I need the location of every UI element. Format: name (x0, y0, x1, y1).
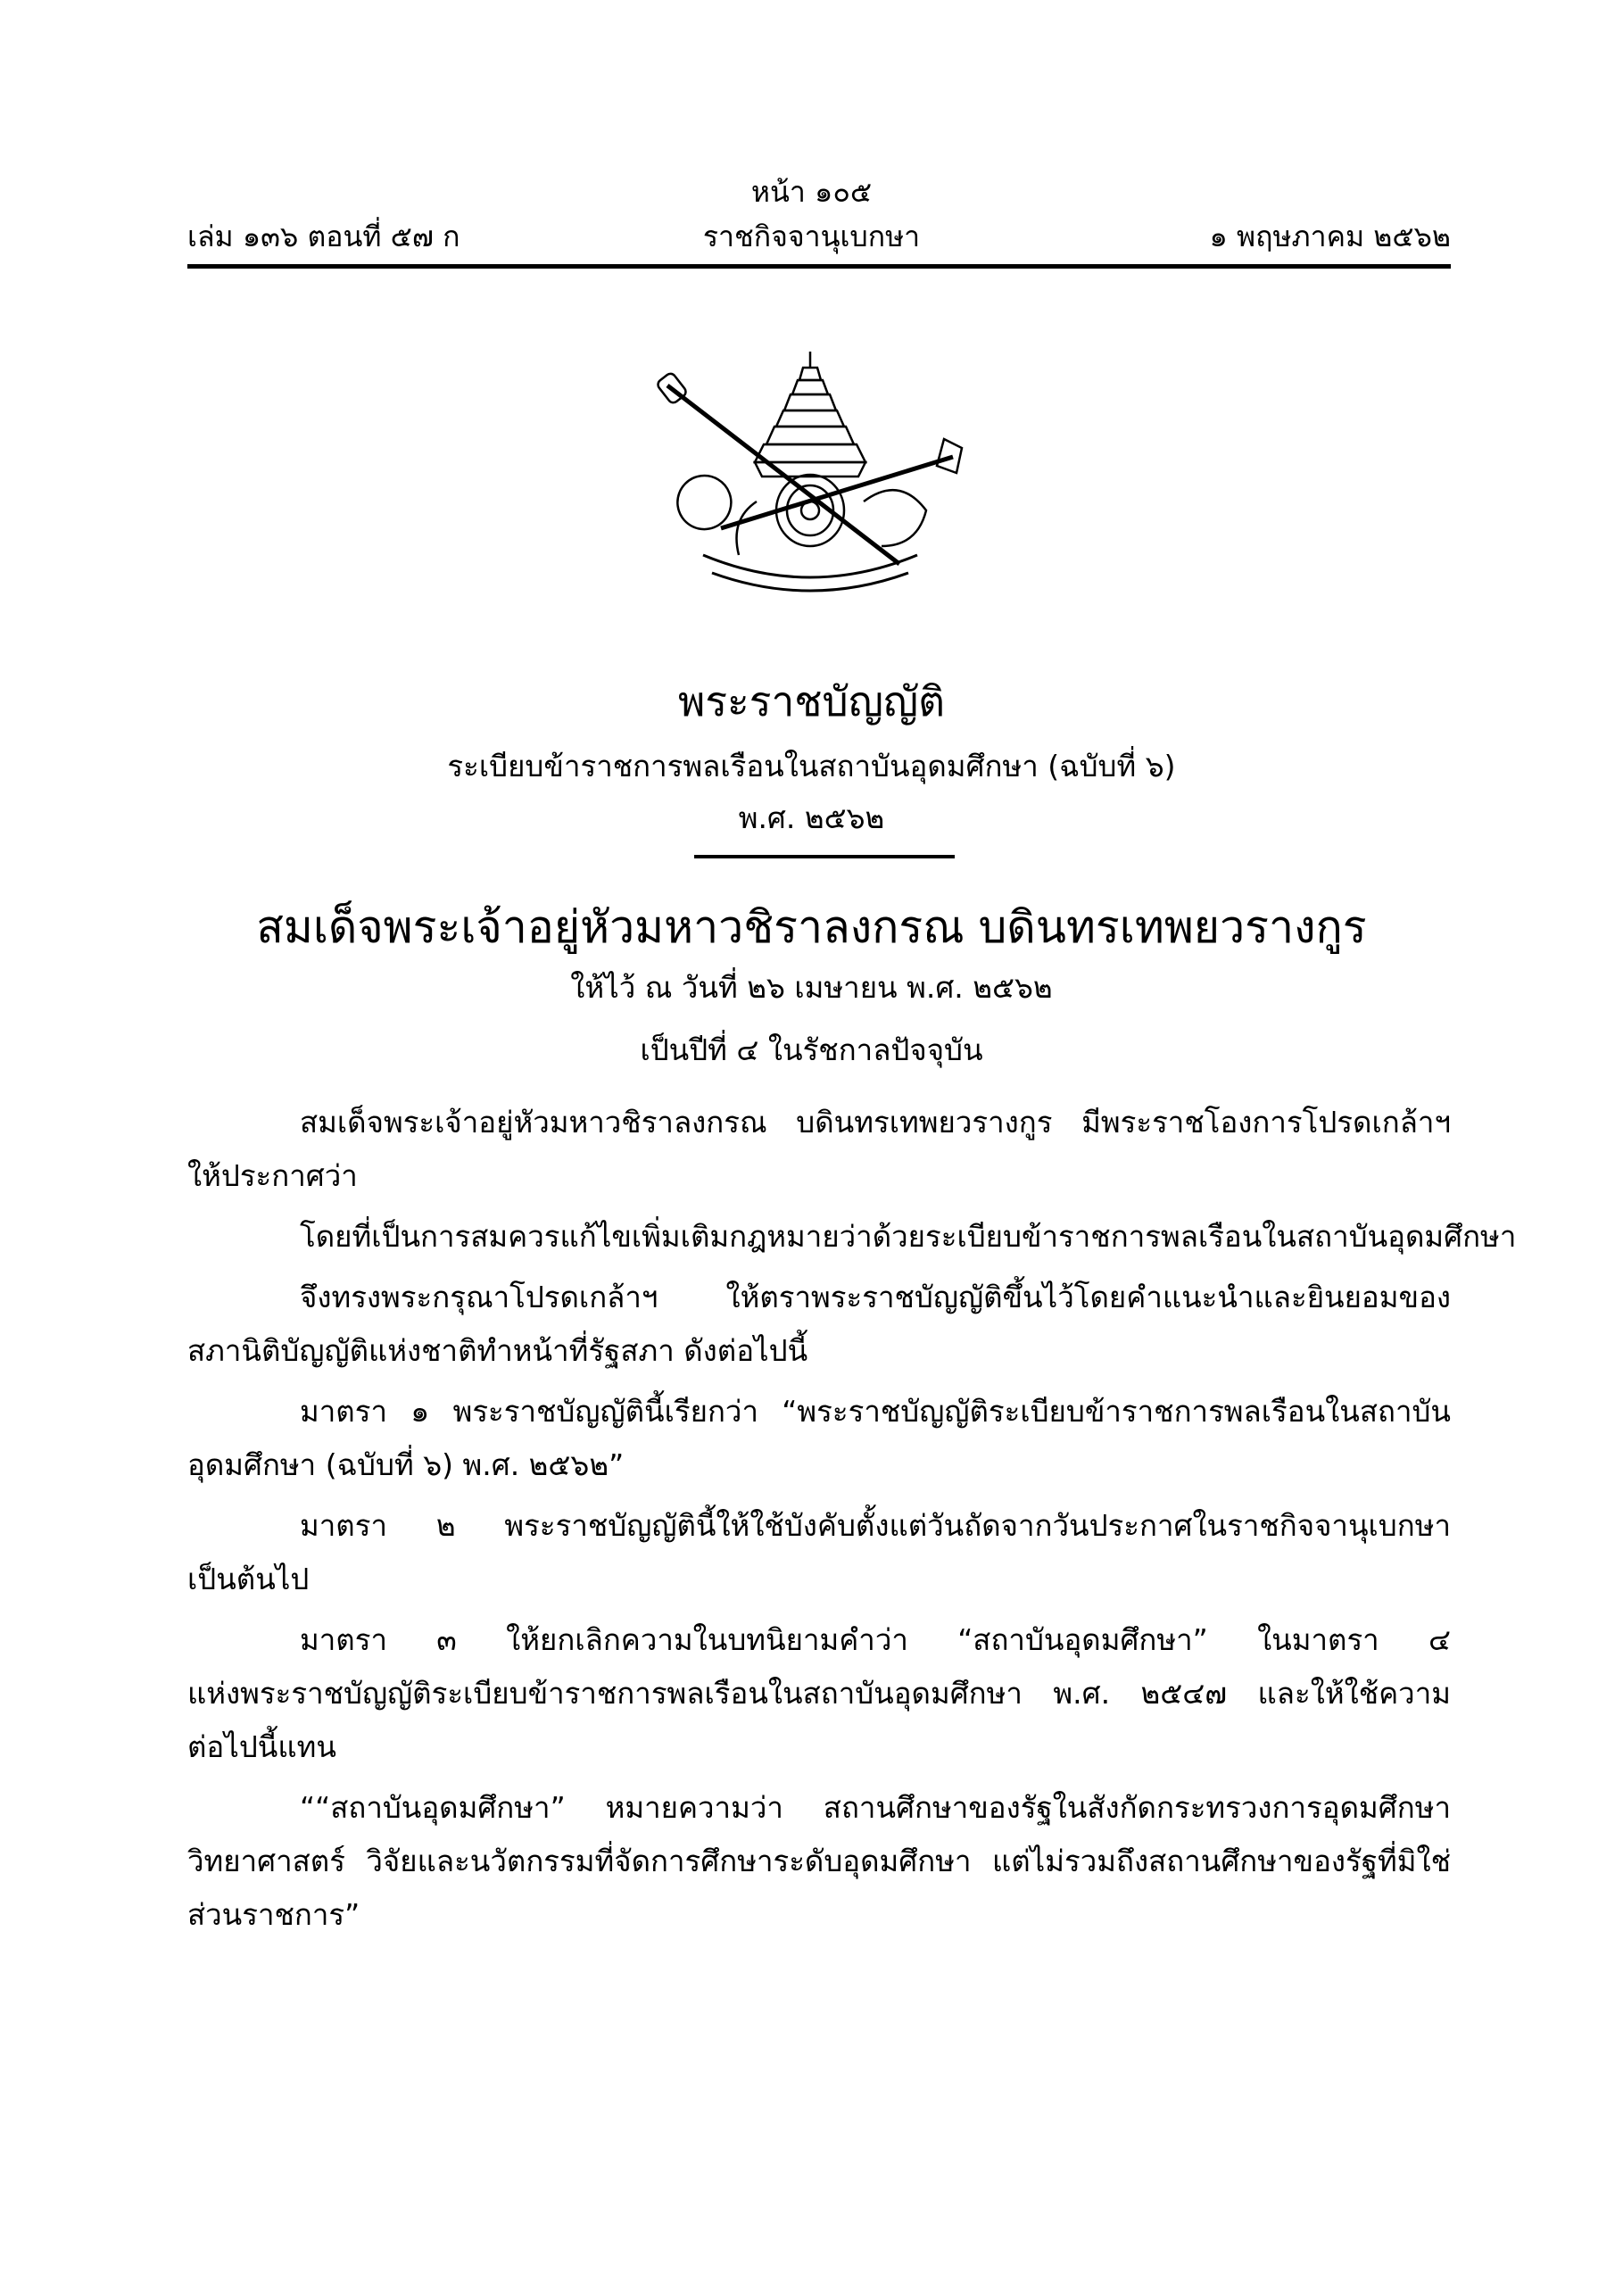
paragraph (187, 1096, 1451, 1203)
document-body (187, 1096, 1517, 1949)
document-year: พ.ศ. ๒๕๖๒ (738, 800, 885, 835)
paragraph-line: สมเด็จพระเจ้าอยู่หัวมหาวชิราลงกรณ บดินทรเทพยวรางกูร มีพระราชโองการโปรดเกล้าฯ (300, 1105, 1451, 1140)
paragraph-line: อุดมศึกษา (ฉบับที่ ๖) พ.ศ. ๒๕๖๒” (187, 1447, 625, 1482)
paragraph (187, 1385, 1451, 1492)
gazette-date: ๑ พฤษภาคม ๒๕๖๒ (1209, 220, 1451, 253)
paragraph-line: ให้ประกาศว่า (187, 1158, 358, 1193)
paragraph (187, 1210, 1517, 1264)
paragraph-line: จึงทรงพระกรุณาโปรดเกล้าฯ ให้ตราพระราชบัญญัติขึ้นไว้โดยคำแนะนำและยินยอมของ (300, 1280, 1451, 1314)
page-number: หน้า ๑๐๕ (750, 175, 873, 209)
given-date: ให้ไว้ ณ วันที่ ๒๖ เมษายน พ.ศ. ๒๕๖๒ (570, 970, 1053, 1005)
paragraph-line: ส่วนราชการ” (187, 1897, 360, 1932)
paragraph (187, 1271, 1451, 1378)
header-rule (187, 264, 1451, 269)
paragraph-line: ต่อไปนี้แทน (187, 1729, 336, 1764)
paragraph-line: ““สถาบันอุดมศึกษา” หมายความว่า สถานศึกษาของรัฐในสังกัดกระทรวงการอุดมศึกษา (300, 1790, 1451, 1825)
paragraph (187, 1613, 1451, 1774)
document-subtitle: ระเบียบข้าราชการพลเรือนในสถาบันอุดมศึกษา (ฉบับที่ ๖) (447, 749, 1176, 783)
paragraph (187, 1499, 1451, 1606)
paragraph (187, 1781, 1451, 1942)
king-name: สมเด็จพระเจ้าอยู่หัวมหาวชิราลงกรณ บดินทรเทพยวรางกูร (256, 901, 1367, 953)
title-rule (694, 855, 955, 858)
reign-year: เป็นปีที่ ๔ ในรัชกาลปัจจุบัน (640, 1032, 983, 1067)
paragraph-line: มาตรา ๑ พระราชบัญญัตินี้เรียกว่า “พระราชบัญญัติระเบียบข้าราชการพลเรือนในสถาบัน (300, 1394, 1451, 1429)
paragraph-line: เป็นต้นไป (187, 1562, 310, 1596)
royal-emblem-icon (650, 350, 971, 600)
paragraph-line: วิทยาศาสตร์ วิจัยและนวัตกรรมที่จัดการศึกษาระดับอุดมศึกษา แต่ไม่รวมถึงสถานศึกษาของรัฐที่มิใช่ (187, 1844, 1451, 1878)
gazette-name: ราชกิจจานุเบกษา (702, 220, 921, 253)
paragraph-line: สภานิติบัญญัติแห่งชาติทำหน้าที่รัฐสภา ดังต่อไปนี้ (187, 1333, 808, 1368)
paragraph-line: โดยที่เป็นการสมควรแก้ไขเพิ่มเติมกฎหมายว่าด้วยระเบียบข้าราชการพลเรือนในสถาบันอุดมศึกษา (300, 1219, 1517, 1254)
document-title: พระราชบัญญัติ (678, 677, 945, 725)
paragraph-line: แห่งพระราชบัญญัติระเบียบข้าราชการพลเรือนในสถาบันอุดมศึกษา พ.ศ. ๒๕๔๗ และให้ใช้ความ (187, 1676, 1451, 1711)
paragraph-line: มาตรา ๓ ให้ยกเลิกความในบทนิยามคำว่า “สถาบันอุดมศึกษา” ในมาตรา ๔ (300, 1622, 1451, 1657)
gazette-volume: เล่ม ๑๓๖ ตอนที่ ๕๗ ก (187, 220, 460, 253)
paragraph-line: มาตรา ๒ พระราชบัญญัตินี้ให้ใช้บังคับตั้งแต่วันถัดจากวันประกาศในราชกิจจานุเบกษา (300, 1508, 1451, 1543)
